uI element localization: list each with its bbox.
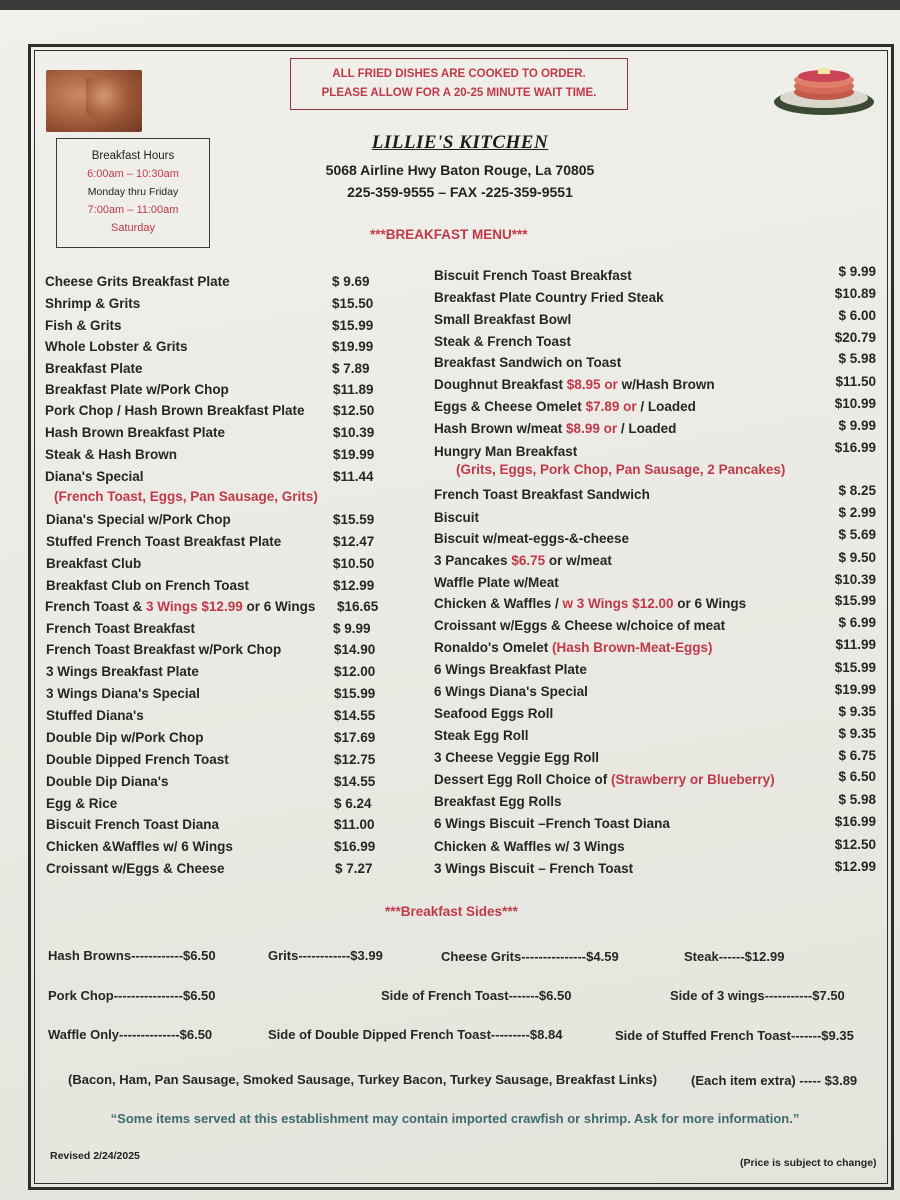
- menu-item-name: 3 Wings Breakfast Plate: [46, 664, 199, 679]
- menu-item-name: 3 Cheese Veggie Egg Roll: [434, 750, 600, 765]
- restaurant-phone: 225-359-9555 – FAX -225-359-9551: [347, 184, 573, 200]
- menu-item-name: Chicken &Waffles w/ 6 Wings: [46, 839, 233, 854]
- menu-item-price: $15.99: [334, 686, 376, 701]
- menu-item-price: $15.99: [834, 660, 876, 675]
- menu-item-name: [434, 595, 746, 613]
- breakfast-sides-title: ***Breakfast Sides***: [385, 904, 518, 919]
- mixed-pre: Chicken & Waffles /: [434, 596, 559, 611]
- menu-item-price: $10.50: [333, 556, 375, 571]
- menu-item-price: $ 5.98: [838, 792, 876, 807]
- menu-item-price: $14.55: [334, 708, 376, 723]
- diana-special-note: (French Toast, Eggs, Pan Sausage, Grits): [54, 489, 318, 504]
- mixed-pre: Dessert Egg Roll Choice of: [434, 772, 608, 787]
- menu-item-name: Double Dip w/Pork Chop: [46, 730, 204, 745]
- menu-item-name: Small Breakfast Bowl: [434, 312, 572, 327]
- mixed-pre: 3 Pancakes: [434, 553, 508, 568]
- mixed-red: $7.89 or: [585, 399, 637, 414]
- menu-item-name: Breakfast Sandwich on Toast: [434, 355, 622, 370]
- weekday-time: 6:00am – 10:30am: [87, 168, 179, 180]
- revised-date: Revised 2/24/2025: [50, 1150, 140, 1162]
- menu-item-name: 6 Wings Breakfast Plate: [434, 662, 587, 677]
- side-3-wings: Side of 3 wings-----------$7.50: [670, 988, 845, 1003]
- menu-item-price: $11.89: [333, 382, 374, 397]
- menu-item-price: $ 6.75: [838, 748, 876, 763]
- side-pork-chop: Pork Chop----------------$6.50: [48, 988, 216, 1003]
- menu-item-name: Breakfast Club: [46, 556, 142, 571]
- side-double-dipped: Side of Double Dipped French Toast---------$8.84: [268, 1027, 563, 1042]
- french-toast-wings-red: 3 Wings $12.99: [146, 599, 243, 614]
- mixed-post: or 6 Wings: [677, 596, 747, 611]
- menu-item-name: 6 Wings Diana's Special: [434, 684, 588, 699]
- menu-item-name: Fish & Grits: [45, 318, 122, 333]
- menu-item-name: Diana's Special w/Pork Chop: [46, 512, 231, 527]
- menu-item-name: 6 Wings Biscuit –French Toast Diana: [434, 816, 670, 831]
- side-stuffed-french-toast: Side of Stuffed French Toast-------$9.35: [615, 1028, 854, 1043]
- menu-item-price: $ 5.69: [838, 527, 876, 542]
- menu-item-price: $11.50: [835, 374, 876, 389]
- menu-item-price: $ 2.99: [838, 505, 876, 520]
- menu-item-price: $14.90: [334, 642, 376, 657]
- weekday-days: Monday thru Friday: [87, 186, 179, 198]
- breakfast-hours-box: [56, 138, 210, 248]
- mixed-pre: Eggs & Cheese Omelet: [434, 399, 582, 414]
- side-waffle-only: Waffle Only--------------$6.50: [48, 1027, 213, 1042]
- menu-item-price: $ 7.89: [332, 361, 370, 376]
- menu-item-price: $12.50: [333, 403, 375, 418]
- menu-item-name: Breakfast Plate: [45, 361, 143, 376]
- menu-item-price: $10.99: [834, 396, 876, 411]
- menu-item-name: Biscuit French Toast Diana: [46, 817, 220, 832]
- menu-item-name: French Toast Breakfast w/Pork Chop: [46, 642, 282, 657]
- menu-item-name: 3 Wings Diana's Special: [46, 686, 200, 701]
- menu-item-name: [434, 398, 696, 416]
- disclaimer: “Some items served at this establishment may contain imported crawfish or shrimp. Ask for more information.”: [110, 1111, 800, 1126]
- restaurant-address: 5068 Airline Hwy Baton Rouge, La 70805: [325, 162, 595, 178]
- menu-item-price: $ 6.99: [838, 615, 876, 630]
- menu-item-price: $12.47: [333, 534, 375, 549]
- fried-chicken-photo: [46, 70, 142, 132]
- hungry-man-note: (Grits, Eggs, Pork Chop, Pan Sausage, 2 Pancakes): [456, 462, 786, 477]
- menu-item-price: $ 9.35: [838, 726, 876, 741]
- menu-item-name: Shrimp & Grits: [45, 296, 141, 311]
- menu-item-price: $16.65: [337, 599, 379, 614]
- french-toast-wings-pre: French Toast &: [45, 599, 143, 614]
- menu-item-name: Diana's Special: [45, 469, 144, 484]
- menu-item-price: $ 9.99: [333, 621, 371, 636]
- menu-item-name: [434, 376, 715, 394]
- menu-item-name: Double Dip Diana's: [46, 774, 169, 789]
- price-change-note: (Price is subject to change): [740, 1157, 877, 1169]
- mixed-pre: Doughnut Breakfast: [434, 377, 564, 392]
- menu-item-name: Biscuit French Toast Breakfast: [434, 268, 632, 283]
- extras-list: (Bacon, Ham, Pan Sausage, Smoked Sausage, Turkey Bacon, Turkey Sausage, Breakfast Links): [68, 1072, 658, 1087]
- mixed-post: or w/meat: [548, 553, 612, 568]
- menu-item-price: $16.99: [834, 814, 876, 829]
- menu-item-name: Pork Chop / Hash Brown Breakfast Plate: [45, 403, 305, 418]
- menu-item-price: $11.00: [334, 817, 375, 832]
- menu-item-price: $ 6.50: [838, 769, 876, 784]
- menu-item-name: French Toast Breakfast Sandwich: [434, 487, 650, 502]
- menu-item-name: Breakfast Club on French Toast: [46, 578, 250, 593]
- menu-item-price: $12.50: [834, 837, 876, 852]
- fried-dishes-notice: [290, 58, 628, 110]
- menu-item-name: [434, 420, 676, 438]
- mixed-red: (Hash Brown-Meat-Eggs): [552, 640, 713, 655]
- menu-item-price: $10.39: [333, 425, 375, 440]
- menu-item-name: Breakfast Plate w/Pork Chop: [45, 382, 229, 397]
- menu-item-price: $10.89: [834, 286, 876, 301]
- side-steak: Steak------$12.99: [684, 949, 785, 964]
- menu-item-price: $ 6.00: [838, 308, 876, 323]
- menu-item-name: Seafood Eggs Roll: [434, 706, 554, 721]
- menu-item-price: $ 7.27: [335, 861, 373, 876]
- menu-item-price: $10.39: [834, 572, 876, 587]
- menu-item-name: Chicken & Waffles w/ 3 Wings: [434, 839, 625, 854]
- menu-item-name: Egg & Rice: [46, 796, 118, 811]
- restaurant-name: LILLIE'S KITCHEN: [371, 132, 549, 153]
- menu-item-price: $12.75: [334, 752, 376, 767]
- menu-item-price: $12.00: [334, 664, 376, 679]
- menu-item-name: French Toast Breakfast: [46, 621, 196, 636]
- menu-item-price: $ 9.69: [332, 274, 370, 289]
- menu-item-price: $20.79: [834, 330, 876, 345]
- notice-line-2: PLEASE ALLOW FOR A 20-25 MINUTE WAIT TIME.: [321, 87, 597, 99]
- restaurant-header: [300, 132, 620, 200]
- menu-item-name: Steak & Hash Brown: [45, 447, 178, 462]
- menu-item-price: $19.99: [333, 447, 375, 462]
- menu-item-name: Cheese Grits Breakfast Plate: [45, 274, 230, 289]
- side-hash-browns: Hash Browns------------$6.50: [48, 948, 216, 963]
- mixed-red: $8.95 or: [566, 377, 618, 392]
- mixed-post: / Loaded: [620, 421, 677, 436]
- menu-item-price: $ 9.99: [838, 418, 876, 433]
- menu-item-name: [434, 552, 612, 570]
- menu-item-name: Stuffed Diana's: [46, 708, 144, 723]
- side-french-toast: Side of French Toast-------$6.50: [381, 988, 572, 1003]
- menu-item-name: [434, 639, 713, 657]
- mixed-pre: Hash Brown w/meat: [434, 421, 563, 436]
- menu-item-name: Steak Egg Roll: [434, 728, 529, 743]
- menu-item-price: $17.69: [334, 730, 376, 745]
- menu-item-price: $ 8.25: [838, 483, 876, 498]
- menu-item-price: $16.99: [834, 440, 876, 455]
- mixed-red: $8.99 or: [566, 421, 618, 436]
- hours-title: Breakfast Hours: [91, 150, 175, 162]
- menu-item-name: Double Dipped French Toast: [46, 752, 229, 767]
- menu-item-price: $11.99: [835, 637, 876, 652]
- menu-item-name: 3 Wings Biscuit – French Toast: [434, 861, 634, 876]
- menu-item-name: Stuffed French Toast Breakfast Plate: [46, 534, 282, 549]
- menu-item-name: Biscuit: [434, 510, 480, 525]
- menu-item-price: $15.99: [332, 318, 374, 333]
- mixed-red: (Strawberry or Blueberry): [611, 772, 775, 787]
- menu-item-price: $12.99: [834, 859, 876, 874]
- menu-item-name: Biscuit w/meat-eggs-&-cheese: [434, 531, 630, 546]
- menu-item-name: Hash Brown Breakfast Plate: [45, 425, 226, 440]
- side-cheese-grits: Cheese Grits---------------$4.59: [441, 949, 619, 964]
- menu-item-price: $ 9.35: [838, 704, 876, 719]
- extras-each-price: (Each item extra) ----- $3.89: [691, 1073, 858, 1088]
- menu-item-price: $15.59: [333, 512, 375, 527]
- menu-item-price: $ 5.98: [838, 351, 876, 366]
- mixed-red: w 3 Wings $12.00: [562, 596, 674, 611]
- menu-item-name: Breakfast Egg Rolls: [434, 794, 562, 809]
- menu-item-name: Breakfast Plate Country Fried Steak: [434, 290, 664, 305]
- menu-item-price: $19.99: [834, 682, 876, 697]
- menu-item-name: Waffle Plate w/Meat: [434, 575, 559, 590]
- menu-item-price: $15.99: [834, 593, 876, 608]
- menu-item-name: Whole Lobster & Grits: [45, 339, 188, 354]
- menu-item-price: $19.99: [332, 339, 374, 354]
- breakfast-menu-title: ***BREAKFAST MENU***: [370, 227, 528, 242]
- menu-item-name: Steak & French Toast: [434, 334, 572, 349]
- mixed-post: w/Hash Brown: [621, 377, 715, 392]
- menu-item-price: $ 9.50: [838, 550, 876, 565]
- menu-item-price: $11.44: [333, 469, 374, 484]
- menu-item-price: $15.50: [332, 296, 374, 311]
- french-toast-wings-post: or 6 Wings: [246, 599, 316, 614]
- menu-item-name: [434, 771, 775, 789]
- menu-item-price: $ 6.24: [334, 796, 372, 811]
- menu-item-name: Hungry Man Breakfast: [434, 444, 578, 459]
- saturday-time: 7:00am – 11:00am: [87, 204, 179, 216]
- saturday-day: Saturday: [110, 222, 156, 234]
- side-grits: Grits------------$3.99: [268, 948, 383, 963]
- menu-item-name: Croissant w/Eggs & Cheese: [46, 861, 225, 876]
- menu-item-price: $ 9.99: [838, 264, 876, 279]
- menu-item-price: $14.55: [334, 774, 376, 789]
- mixed-post: / Loaded: [640, 399, 696, 414]
- notice-line-1: ALL FRIED DISHES ARE COOKED TO ORDER.: [332, 68, 586, 80]
- mixed-red: $6.75: [511, 553, 546, 568]
- menu-item-name: Croissant w/Eggs & Cheese w/choice of meat: [434, 618, 726, 633]
- mixed-pre: Ronaldo's Omelet: [434, 640, 549, 655]
- menu-item-price: $12.99: [333, 578, 375, 593]
- pancakes-icon: [772, 62, 876, 116]
- menu-item-price: $16.99: [334, 839, 376, 854]
- menu-item-name: [45, 598, 315, 616]
